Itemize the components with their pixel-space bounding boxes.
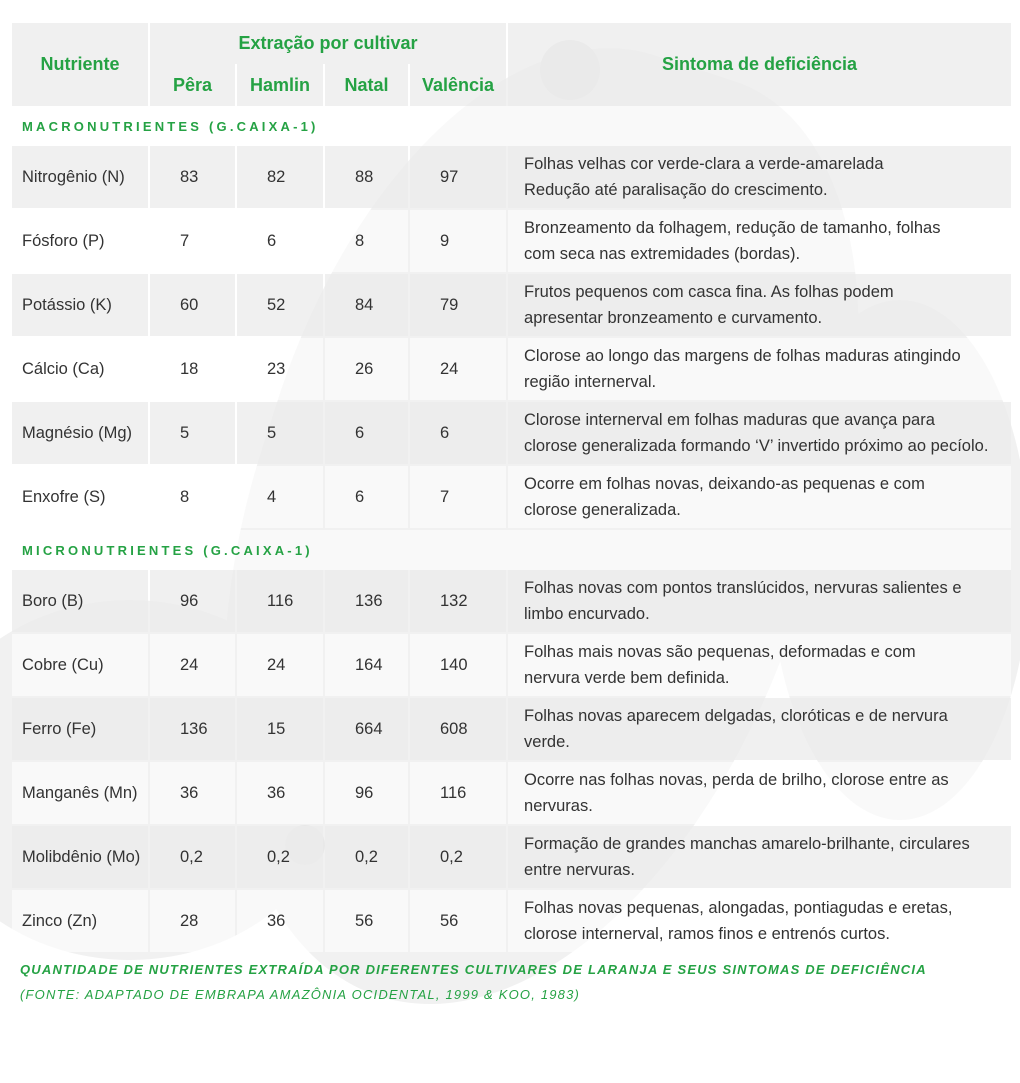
extraction-value: 608 <box>410 698 506 760</box>
header-extraction: Extração por cultivar <box>150 23 506 64</box>
symptom-cell <box>508 890 1011 952</box>
symptom-cell <box>508 274 1011 336</box>
extraction-value: 26 <box>325 338 408 400</box>
header-cultivar-hamlin: Hamlin <box>237 64 323 106</box>
extraction-value: 97 <box>410 146 506 208</box>
extraction-value: 24 <box>237 634 323 696</box>
symptom-line: com seca nas extremidades (bordas). <box>524 245 801 263</box>
table-row <box>12 698 1011 760</box>
symptom-line: Bronzeamento da folhagem, redução de tamanho, folhas <box>524 219 941 237</box>
section-title: MACRONUTRIENTES (G.CAIXA-1) <box>12 106 1011 146</box>
nutrient-name: Fósforo (P) <box>12 210 148 272</box>
table-row <box>12 762 1011 824</box>
extraction-value: 56 <box>325 890 408 952</box>
extraction-value: 88 <box>325 146 408 208</box>
symptom-line: Folhas velhas cor verde-clara a verde-amarelada <box>524 155 884 173</box>
extraction-value: 0,2 <box>325 826 408 888</box>
header-symptom: Sintoma de deficiência <box>508 23 1011 106</box>
row-spacer <box>12 952 1011 954</box>
section-title: MICRONUTRIENTES (G.CAIXA-1) <box>12 530 1011 570</box>
nutrient-name: Molibdênio (Mo) <box>12 826 148 888</box>
symptom-line: clorose internerval, ramos finos e entrenós curtos. <box>524 925 890 943</box>
table-row <box>12 274 1011 336</box>
symptom-line: apresentar bronzeamento e curvamento. <box>524 309 823 327</box>
table-caption: QUANTIDADE DE NUTRIENTES EXTRAÍDA POR DIFERENTES CULTIVARES DE LARANJA E SEUS SINTOMAS DE DEFICIÊNCIA <box>20 962 927 977</box>
extraction-value: 5 <box>237 402 323 464</box>
table-row <box>12 466 1011 528</box>
extraction-value: 8 <box>325 210 408 272</box>
extraction-value: 0,2 <box>410 826 506 888</box>
table-source: (FONTE: ADAPTADO DE EMBRAPA AMAZÔNIA OCIDENTAL, 1999 & KOO, 1983) <box>20 987 581 1002</box>
extraction-value: 96 <box>325 762 408 824</box>
row-spacer-cell <box>12 952 1011 954</box>
extraction-value: 140 <box>410 634 506 696</box>
extraction-value: 84 <box>325 274 408 336</box>
extraction-value: 132 <box>410 570 506 632</box>
extraction-value: 7 <box>150 210 235 272</box>
table-row <box>12 146 1011 208</box>
symptom-cell <box>508 210 1011 272</box>
symptom-line: Frutos pequenos com casca fina. As folhas podem <box>524 283 894 301</box>
extraction-value: 28 <box>150 890 235 952</box>
symptom-line: Clorose ao longo das margens de folhas maduras atingindo <box>524 347 961 365</box>
header-cultivar-natal: Natal <box>325 64 408 106</box>
extraction-value: 6 <box>325 466 408 528</box>
symptom-line: Folhas novas aparecem delgadas, cloróticas e de nervura <box>524 707 948 725</box>
extraction-value: 6 <box>325 402 408 464</box>
extraction-value: 8 <box>150 466 235 528</box>
table-row <box>12 210 1011 272</box>
nutrient-name: Cálcio (Ca) <box>12 338 148 400</box>
symptom-cell <box>508 338 1011 400</box>
symptom-line: limbo encurvado. <box>524 605 650 623</box>
symptom-cell <box>508 146 1011 208</box>
nutrient-name: Magnésio (Mg) <box>12 402 148 464</box>
table-row <box>12 402 1011 464</box>
extraction-value: 0,2 <box>150 826 235 888</box>
symptom-line: nervuras. <box>524 797 593 815</box>
symptom-line: clorose generalizada. <box>524 501 681 519</box>
symptom-cell <box>508 634 1011 696</box>
extraction-value: 116 <box>237 570 323 632</box>
nutrient-name: Boro (B) <box>12 570 148 632</box>
extraction-value: 7 <box>410 466 506 528</box>
extraction-value: 0,2 <box>237 826 323 888</box>
extraction-value: 164 <box>325 634 408 696</box>
extraction-value: 136 <box>325 570 408 632</box>
symptom-line: nervura verde bem definida. <box>524 669 730 687</box>
nutrient-table <box>10 23 1013 954</box>
extraction-value: 36 <box>150 762 235 824</box>
symptom-line: Folhas novas pequenas, alongadas, pontiagudas e eretas, <box>524 899 953 917</box>
header-cultivar-pera: Pêra <box>150 64 235 106</box>
extraction-value: 15 <box>237 698 323 760</box>
extraction-value: 6 <box>410 402 506 464</box>
extraction-value: 83 <box>150 146 235 208</box>
extraction-value: 136 <box>150 698 235 760</box>
extraction-value: 52 <box>237 274 323 336</box>
extraction-value: 56 <box>410 890 506 952</box>
symptom-line: entre nervuras. <box>524 861 635 879</box>
extraction-value: 82 <box>237 146 323 208</box>
symptom-cell <box>508 466 1011 528</box>
table-row <box>12 570 1011 632</box>
table-row <box>12 634 1011 696</box>
symptom-line: Folhas novas com pontos translúcidos, nervuras salientes e <box>524 579 962 597</box>
nutrient-name: Enxofre (S) <box>12 466 148 528</box>
extraction-value: 96 <box>150 570 235 632</box>
symptom-cell <box>508 698 1011 760</box>
symptom-cell <box>508 570 1011 632</box>
extraction-value: 5 <box>150 402 235 464</box>
symptom-line: verde. <box>524 733 570 751</box>
symptom-line: Folhas mais novas são pequenas, deformadas e com <box>524 643 916 661</box>
symptom-line: Formação de grandes manchas amarelo-brilhante, circulares <box>524 835 970 853</box>
table-row <box>12 338 1011 400</box>
symptom-line: clorose generalizada formando ‘V’ invertido próximo ao pecíolo. <box>524 437 989 455</box>
symptom-line: Ocorre nas folhas novas, perda de brilho, clorose entre as <box>524 771 949 789</box>
extraction-value: 24 <box>410 338 506 400</box>
symptom-line: Clorose internerval em folhas maduras que avança para <box>524 411 935 429</box>
table-body <box>12 106 1011 954</box>
symptom-cell <box>508 762 1011 824</box>
symptom-line: Redução até paralisação do crescimento. <box>524 181 828 199</box>
symptom-line: região internerval. <box>524 373 657 391</box>
nutrient-name: Zinco (Zn) <box>12 890 148 952</box>
extraction-value: 116 <box>410 762 506 824</box>
extraction-value: 6 <box>237 210 323 272</box>
symptom-cell <box>508 826 1011 888</box>
nutrient-name: Manganês (Mn) <box>12 762 148 824</box>
nutrient-name: Nitrogênio (N) <box>12 146 148 208</box>
section-row <box>12 530 1011 570</box>
nutrient-name: Potássio (K) <box>12 274 148 336</box>
section-row <box>12 106 1011 146</box>
symptom-cell <box>508 402 1011 464</box>
extraction-value: 60 <box>150 274 235 336</box>
symptom-line: Ocorre em folhas novas, deixando-as pequenas e com <box>524 475 925 493</box>
nutrient-name: Cobre (Cu) <box>12 634 148 696</box>
table-header <box>12 23 1011 106</box>
extraction-value: 664 <box>325 698 408 760</box>
extraction-value: 23 <box>237 338 323 400</box>
extraction-value: 9 <box>410 210 506 272</box>
extraction-value: 18 <box>150 338 235 400</box>
header-nutrient: Nutriente <box>12 23 148 106</box>
table-row <box>12 826 1011 888</box>
header-cultivar-valencia: Valência <box>410 64 506 106</box>
extraction-value: 24 <box>150 634 235 696</box>
table-row <box>12 890 1011 952</box>
extraction-value: 79 <box>410 274 506 336</box>
extraction-value: 4 <box>237 466 323 528</box>
extraction-value: 36 <box>237 890 323 952</box>
nutrient-name: Ferro (Fe) <box>12 698 148 760</box>
extraction-value: 36 <box>237 762 323 824</box>
